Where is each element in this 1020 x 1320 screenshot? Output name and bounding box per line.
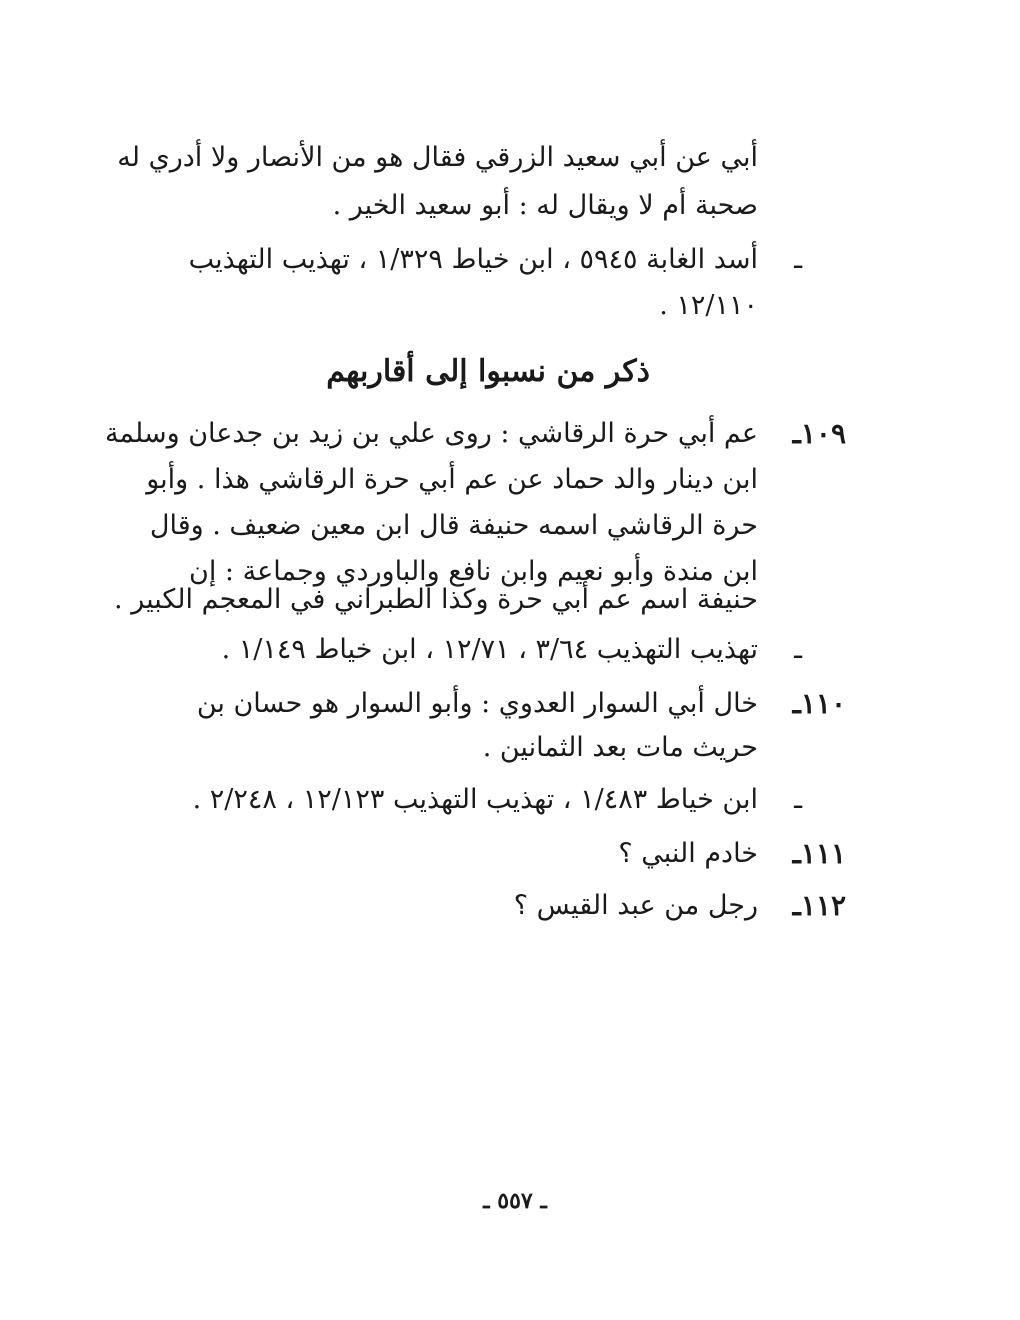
entry-112-line-1: رجل من عبد القيس ؟ bbox=[513, 890, 758, 921]
entry-111-line-1: خادم النبي ؟ bbox=[618, 838, 758, 869]
ref-dash: ـ bbox=[794, 244, 802, 275]
entry-109-line-3: حرة الرقاشي اسمه حنيفة قال ابن معين ضعيف . وقال bbox=[149, 510, 758, 541]
entry-109-line-1: عم أبي حرة الرقاشي : روى علي بن زيد بن جدعان وسلمة bbox=[104, 418, 758, 449]
entry-number-112: ١١٢ـ bbox=[792, 889, 846, 922]
intro-line-1: أبي عن أبي سعيد الزرقي فقال هو من الأنصار ولا أدري له bbox=[117, 142, 758, 173]
intro-ref-line-1: أسد الغابة ٥٩٤٥ ، ابن خياط ١/٣٢٩ ، تهذيب التهذيب bbox=[188, 244, 758, 275]
entry-110-line-2: حريث مات بعد الثمانين . bbox=[482, 732, 758, 763]
intro-line-2: صحبة أم لا ويقال له : أبو سعيد الخير . bbox=[332, 190, 758, 221]
entry-number-111: ١١١ـ bbox=[792, 837, 846, 870]
entry-109-ref: تهذيب التهذيب ٣/٦٤ ، ١٢/٧١ ، ابن خياط ١/١٤٩ . bbox=[221, 634, 758, 665]
ref-dash: ـ bbox=[794, 784, 802, 815]
entry-110-line-1: خال أبي السوار العدوي : وأبو السوار هو حسان بن bbox=[196, 688, 758, 719]
entry-109-line-4: ابن مندة وأبو نعيم وابن نافع والباوردي وجماعة : إن bbox=[189, 556, 758, 587]
entry-number-110: ١١٠ـ bbox=[792, 687, 846, 720]
entry-110-ref: ابن خياط ١/٤٨٣ ، تهذيب التهذيب ١٢/١٢٣ ، ٢/٢٤٨ . bbox=[192, 784, 758, 815]
entry-number-109: ١٠٩ـ bbox=[792, 417, 846, 450]
section-title: ذكر من نسبوا إلى أقاربهم bbox=[326, 354, 650, 389]
ref-dash: ـ bbox=[794, 634, 802, 665]
entry-109-line-5: حنيفة اسم عم أبي حرة وكذا الطبراني في المعجم الكبير . bbox=[114, 584, 758, 615]
entry-109-line-2: ابن دينار والد حماد عن عم أبي حرة الرقاشي هذا . وأبو bbox=[146, 464, 758, 495]
page-number: ـ ٥٥٧ ـ bbox=[483, 1188, 547, 1214]
intro-ref-line-2: ١٢/١١٠ . bbox=[659, 290, 758, 321]
